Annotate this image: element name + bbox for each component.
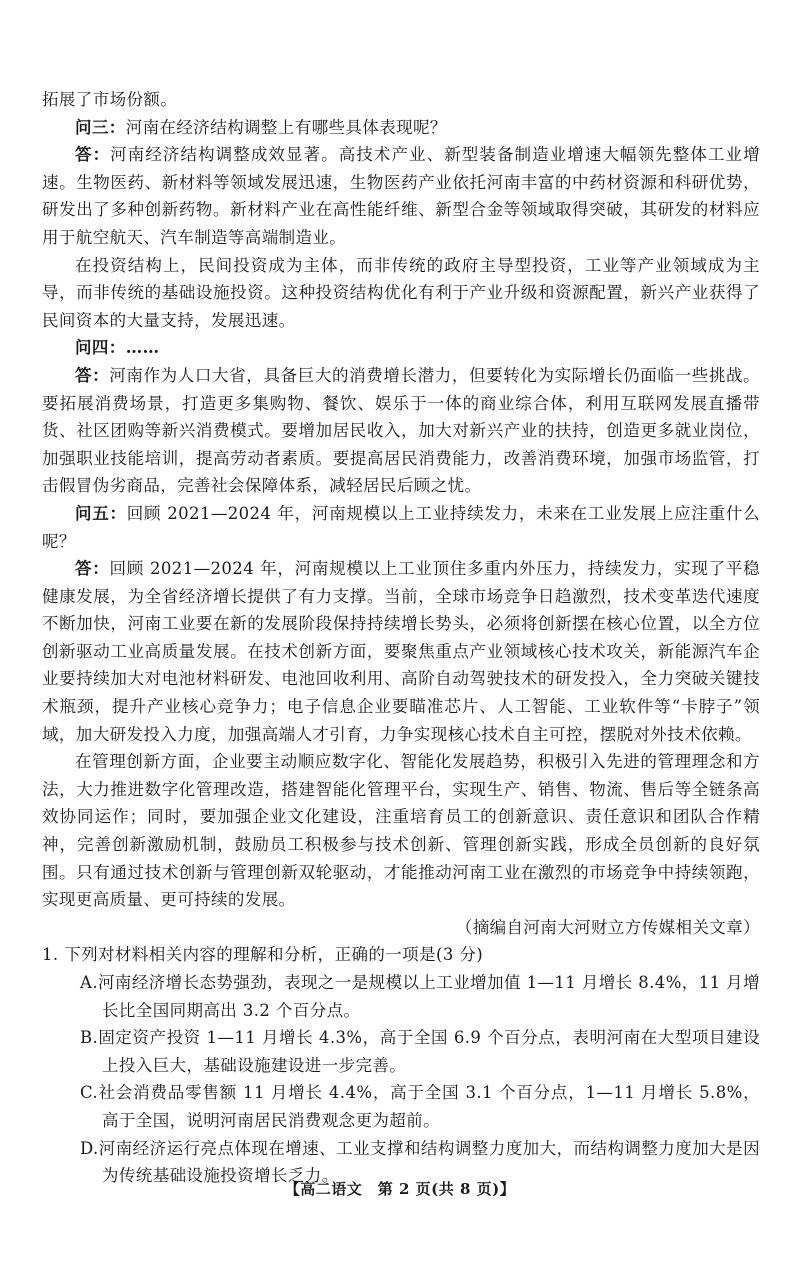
question-1-stem: 1. 下列对材料相关内容的理解和分析，正确的一项是(3 分): [42, 945, 484, 965]
answer-4-label: 答：: [75, 365, 110, 385]
question-4-label: 问四：: [75, 338, 126, 358]
answer-4-paragraph: [42, 362, 760, 500]
option-c-letter: C.: [80, 1083, 99, 1103]
answer-3-text: 河南经济结构调整成效显著。高技术产业、新型装备制造业增速大幅领先整体工业增速。生物医药、新材料等领域发展迅速，生物医药产业依托河南丰富的中药材资源和科研优势，研发出了多种创新药物。新材料产业在高性能纤维、新型合金等领域取得突破，其研发的材料应用于航空航天、汽车制造等高端制造业。: [42, 145, 760, 247]
answer-4-text: 河南作为人口大省，具备巨大的消费增长潜力，但要转化为实际增长仍面临一些挑战。要拓展消费场景，打造更多集购物、餐饮、娱乐于一体的商业综合体，利用互联网发展直播带货、社区团购等新兴消费模式。要增加居民收入，加大对新兴产业的扶持，创造更多就业岗位，加强职业技能培训，提高劳动者素质。要提高居民消费能力，改善消费环境，加强市场监管，打击假冒伪劣商品，完善社会保障体系，减轻居民后顾之忧。: [42, 365, 760, 496]
option-b-letter: B.: [80, 1028, 99, 1048]
question-3-text: 河南在经济结构调整上有哪些具体表现呢？: [125, 117, 447, 137]
option-c-text: 社会消费品零售额 11 月增长 4.4%，高于全国 3.1 个百分点，1—11 月增长 5.8%，高于全国，说明河南居民消费观念更为超前。: [98, 1083, 760, 1130]
opening-line: 拓展了市场份额。: [42, 90, 178, 109]
option-d-letter: D.: [80, 1138, 99, 1158]
answer-5-label: 答：: [75, 559, 110, 579]
option-c: [42, 1079, 760, 1134]
question-5: [42, 500, 760, 555]
answer-5-paragraph-1: [42, 555, 760, 748]
option-b-text: 固定资产投资 1—11 月增长 4.3%，高于全国 6.9 个百分点，表明河南在大型项目建设上投入巨大，基础设施建设进一步完善。: [98, 1028, 760, 1075]
option-b: [42, 1024, 760, 1079]
question-5-text: 回顾 2021—2024 年，河南规模以上工业持续发力，未来在工业发展上应注重什么呢？: [42, 503, 761, 551]
answer-5-paragraph-2: 在管理创新方面，企业要主动顺应数字化、智能化发展趋势，积极引入先进的管理理念和方法，大力推进数字化管理改造，搭建智能化管理平台，实现生产、销售、物流、售后等全链条高效协同运作；同时，要加强企业文化建设，注重培育员工的创新意识、责任意识和团队合作精神，完善创新激励机制，鼓励员工积极参与技术创新、管理创新实践，形成全员创新的良好氛围。只有通过技术创新与管理创新双轮驱动，才能推动河南工业在激烈的市场竞争中持续领跑，实现更高质量、更可持续的发展。: [42, 752, 760, 910]
question-3: [42, 114, 760, 142]
question-4: [42, 334, 760, 362]
option-a-letter: A.: [80, 973, 98, 992]
document-page: [42, 86, 760, 1190]
answer-5-text: 回顾 2021—2024 年，河南规模以上工业顶住多重内外压力，持续发力，实现了平稳健康发展，为全省经济增长提供了有力支撑。当前，全球市场竞争日趋激烈，技术变革迭代速度不断加快，河南工业要在新的发展阶段保持持续增长势头，必须将创新摆在核心位置，以全方位创新驱动工业高质量发展。在技术创新方面，要聚焦重点产业领域核心技术攻关，新能源汽车企业要持续加大对电池材料研发、电池回收利用、高阶自动驾驶技术的研发投入，全力突破关键技术瓶颈，提升产业核心竞争力；电子信息企业要瞄准芯片、人工智能、工业软件等“卡脖子”领域，加大研发投入力度，加强高端人才引育，力争实现核心技术自主可控，摆脱对外技术依赖。: [42, 559, 760, 744]
source-citation: （摘编自河南大河财立方传媒相关文章）: [455, 917, 760, 937]
option-a-text: 河南经济增长态势强劲，表现之一是规模以上工业增加值 1—11 月增长 8.4%，11 月增长比全国同期高出 3.2 个百分点。: [97, 973, 760, 1020]
option-d-text: 河南经济运行亮点体现在增速、工业支撑和结构调整力度加大，而结构调整力度加大是因为传统基础设施投资增长乏力。: [98, 1138, 760, 1186]
option-a: [42, 969, 760, 1024]
question-5-label: 问五：: [75, 503, 127, 523]
answer-3-paragraph-1: [42, 141, 760, 251]
answer-3-label: 答：: [75, 145, 111, 165]
page-footer: 【高二语文 第 2 页(共 8 页)】: [284, 1180, 516, 1198]
answer-3-paragraph-2: 在投资结构上，民间投资成为主体，而非传统的政府主导型投资，工业等产业领域成为主导，而非传统的基础设施投资。这种投资结构优化有利于产业升级和资源配置，新兴产业获得了民间资本的大量支持，发展迅速。: [42, 255, 760, 330]
question-4-text: ……: [125, 338, 160, 358]
question-3-label: 问三：: [75, 117, 126, 137]
